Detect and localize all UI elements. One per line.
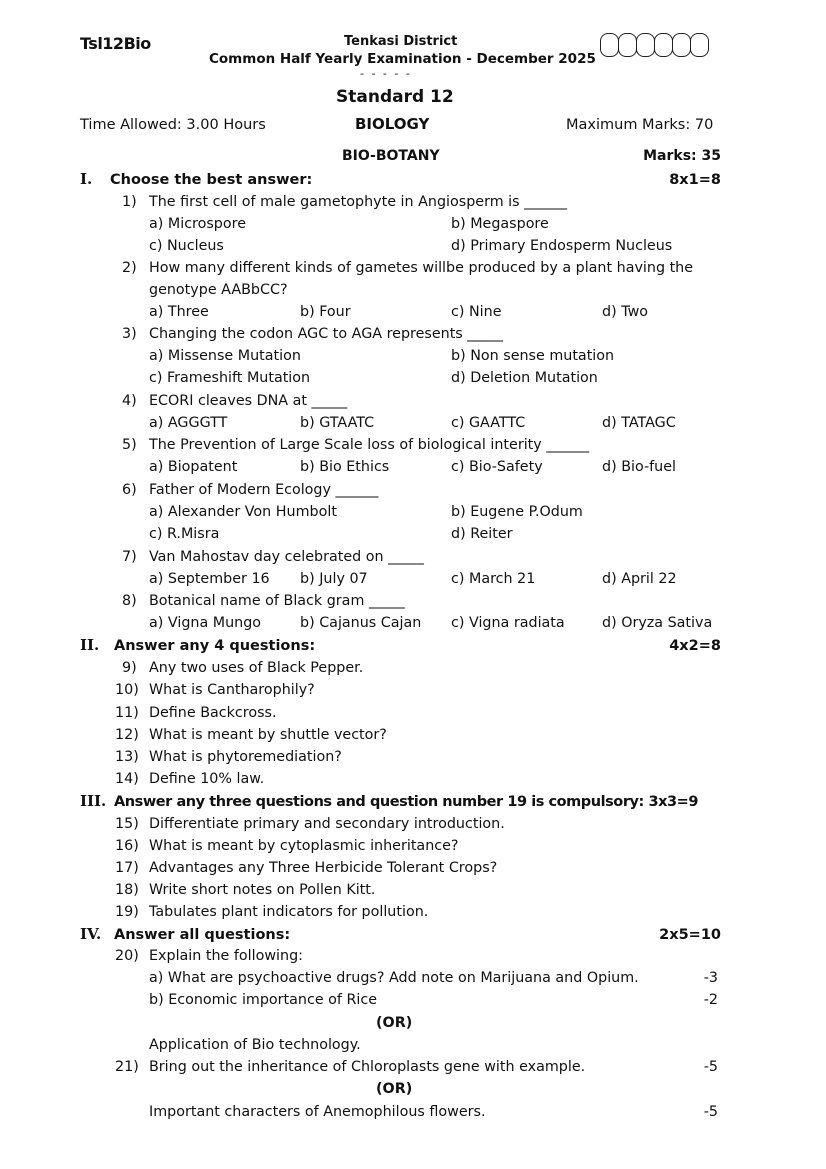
option: c) Bio-Safety: [451, 459, 543, 475]
section-title: Answer any 4 questions:: [114, 638, 316, 654]
question-text: What is phytoremediation?: [149, 749, 342, 765]
question-number: 3): [122, 326, 137, 342]
option: d) Deletion Mutation: [451, 370, 598, 386]
register-number-boxes: [600, 33, 708, 57]
question-text: Differentiate primary and secondary introduction.: [149, 816, 505, 832]
option: b) Eugene P.Odum: [451, 504, 583, 520]
option: d) TATAGC: [602, 415, 676, 431]
question-number: 5): [122, 437, 137, 453]
option: a) Vigna Mungo: [149, 615, 262, 631]
option: a) Microspore: [149, 216, 246, 232]
option: a) Three: [149, 304, 209, 320]
section-marks: 2x5=10: [659, 927, 721, 943]
question-text: What is Cantharophily?: [149, 682, 315, 698]
question-text: Changing the codon AGC to AGA represents _____: [149, 326, 504, 342]
question-text: Explain the following:: [149, 948, 303, 964]
section-number: III.: [80, 792, 107, 810]
question-text: What is meant by cytoplasmic inheritance?: [149, 838, 459, 854]
option: d) Reiter: [451, 526, 513, 542]
sub-question: a) What are psychoactive drugs? Add note on Marijuana and Opium.: [149, 970, 639, 986]
option: b) GTAATC: [300, 415, 375, 431]
exam-title: Common Half Yearly Examination - December 2025: [209, 51, 596, 67]
question-text: Write short notes on Pollen Kitt.: [149, 882, 376, 898]
maximum-marks: Maximum Marks: 70: [566, 117, 714, 133]
part-title: BIO-BOTANY: [342, 148, 440, 164]
or-separator: (OR): [376, 1081, 413, 1097]
question-number: 21): [115, 1059, 139, 1075]
question-number: 19): [115, 904, 139, 920]
option: b) Bio Ethics: [300, 459, 390, 475]
option: c) GAATTC: [451, 415, 526, 431]
option: c) March 21: [451, 571, 536, 587]
question-number: 14): [115, 771, 139, 787]
time-allowed: Time Allowed: 3.00 Hours: [80, 117, 266, 133]
alternate-question-marks: -5: [703, 1104, 718, 1120]
option: d) Primary Endosperm Nucleus: [451, 238, 673, 254]
question-number: 10): [115, 682, 139, 698]
section-number: II.: [80, 636, 100, 654]
question-number: 7): [122, 549, 137, 565]
question-number: 16): [115, 838, 139, 854]
option: c) Nucleus: [149, 238, 224, 254]
option: b) Non sense mutation: [451, 348, 615, 364]
option: a) AGGGTT: [149, 415, 228, 431]
standard-title: Standard 12: [336, 87, 454, 107]
subject-title: BIOLOGY: [355, 115, 430, 133]
question-text: Van Mahostav day celebrated on _____: [149, 549, 424, 565]
question-number: 2): [122, 260, 137, 276]
question-text: How many different kinds of gametes willbe produced by a plant having the: [149, 260, 694, 276]
question-number: 15): [115, 816, 139, 832]
alternate-question: Important characters of Anemophilous flowers.: [149, 1104, 486, 1120]
district-title: Tenkasi District: [344, 34, 458, 49]
option: b) Megaspore: [451, 216, 549, 232]
or-separator: (OR): [376, 1015, 413, 1031]
question-text-continued: genotype AABbCC?: [149, 282, 288, 298]
paper-code: Tsl12Bio: [80, 34, 151, 53]
question-number: 1): [122, 194, 137, 210]
option: c) Nine: [451, 304, 502, 320]
question-text: Define 10% law.: [149, 771, 265, 787]
divider-dots: - - - - -: [360, 67, 412, 80]
question-text: Tabulates plant indicators for pollution.: [149, 904, 429, 920]
section-number: I.: [80, 170, 93, 188]
option: d) Two: [602, 304, 649, 320]
question-text: Bring out the inheritance of Chloroplasts gene with example.: [149, 1059, 586, 1075]
question-text: The Prevention of Large Scale loss of biological interity ______: [149, 437, 590, 453]
sub-question: b) Economic importance of Rice: [149, 992, 378, 1008]
alternate-question: Application of Bio technology.: [149, 1037, 361, 1053]
question-text: ECORI cleaves DNA at _____: [149, 393, 348, 409]
option: b) Four: [300, 304, 351, 320]
option: c) Frameshift Mutation: [149, 370, 311, 386]
option: d) Bio-fuel: [602, 459, 677, 475]
question-number: 6): [122, 482, 137, 498]
question-text: The first cell of male gametophyte in Angiosperm is ______: [149, 194, 568, 210]
option: a) September 16: [149, 571, 270, 587]
question-text: Any two uses of Black Pepper.: [149, 660, 364, 676]
question-number: 9): [122, 660, 137, 676]
question-number: 12): [115, 727, 139, 743]
option: a) Alexander Von Humbolt: [149, 504, 337, 520]
question-number: 18): [115, 882, 139, 898]
question-number: 17): [115, 860, 139, 876]
question-text: Botanical name of Black gram _____: [149, 593, 405, 609]
section-title: Choose the best answer:: [110, 172, 313, 188]
option: d) April 22: [602, 571, 677, 587]
option: a) Biopatent: [149, 459, 238, 475]
question-text: Define Backcross.: [149, 705, 277, 721]
option: c) R.Misra: [149, 526, 220, 542]
section-title: Answer all questions:: [114, 927, 291, 943]
option: a) Missense Mutation: [149, 348, 301, 364]
option: c) Vigna radiata: [451, 615, 565, 631]
option: b) July 07: [300, 571, 368, 587]
question-marks: -5: [703, 1059, 718, 1075]
section-title: Answer any three questions and question number 19 is compulsory: 3x3=9: [114, 794, 698, 810]
question-text: Advantages any Three Herbicide Tolerant Crops?: [149, 860, 498, 876]
section-marks: 4x2=8: [669, 638, 721, 654]
question-number: 8): [122, 593, 137, 609]
question-text: Father of Modern Ecology ______: [149, 482, 379, 498]
part-marks: Marks: 35: [643, 148, 721, 164]
question-number: 4): [122, 393, 137, 409]
sub-question-marks: -2: [703, 992, 718, 1008]
question-number: 11): [115, 705, 139, 721]
option: d) Oryza Sativa: [602, 615, 713, 631]
question-number: 20): [115, 948, 139, 964]
option: b) Cajanus Cajan: [300, 615, 422, 631]
question-number: 13): [115, 749, 139, 765]
section-marks: 8x1=8: [669, 172, 721, 188]
question-text: What is meant by shuttle vector?: [149, 727, 387, 743]
section-number: IV.: [80, 925, 102, 943]
sub-question-marks: -3: [703, 970, 718, 986]
